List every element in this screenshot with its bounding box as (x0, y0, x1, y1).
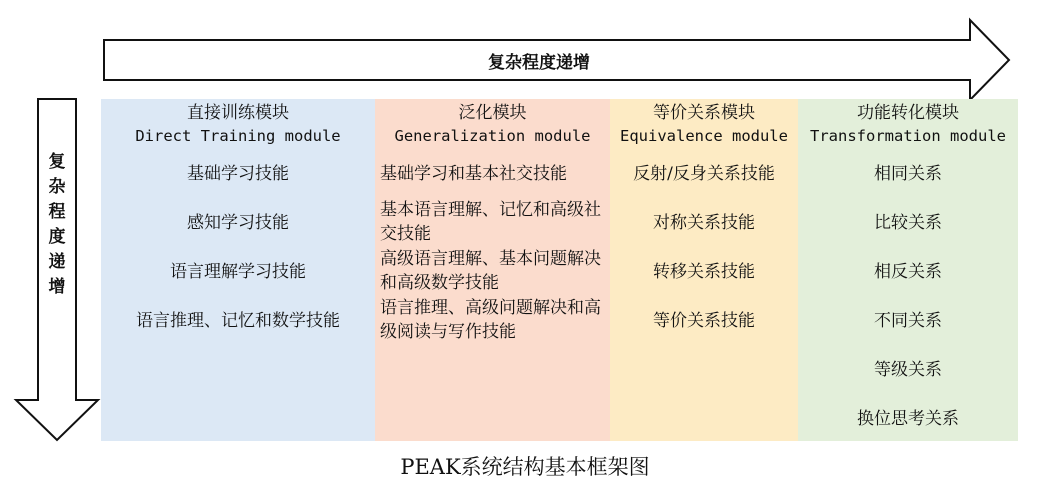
column-title: 功能转化模块 (857, 103, 959, 123)
column-subtitle: Equivalence module (620, 127, 788, 145)
module-item: 相反关系 (874, 262, 942, 282)
module-item: 高级语言理解、基本问题解决和高级数学技能 (380, 249, 601, 293)
figure-caption: PEAK系统结构基本框架图 (400, 455, 650, 479)
vertical-label-char: 递 (48, 252, 66, 272)
vertical-arrow-label (38, 150, 76, 300)
module-item: 基础学习和基本社交技能 (380, 164, 567, 184)
module-item: 对称关系技能 (653, 213, 755, 233)
horizontal-arrow-label: 复杂程度递增 (488, 52, 590, 73)
module-item: 等级关系 (874, 360, 942, 380)
column-title: 直接训练模块 (187, 103, 289, 123)
column-subtitle: Transformation module (810, 127, 1006, 145)
module-item: 相同关系 (874, 164, 942, 184)
column-subtitle: Direct Training module (135, 127, 341, 145)
module-item: 转移关系技能 (653, 262, 755, 282)
module-item: 不同关系 (874, 311, 942, 331)
column-generalization (375, 99, 610, 441)
vertical-label-char: 增 (48, 277, 66, 297)
module-item: 换位思考关系 (857, 409, 959, 429)
column-transformation (798, 99, 1018, 441)
module-item: 语言推理、高级问题解决和高级阅读与写作技能 (380, 298, 601, 342)
module-item: 感知学习技能 (187, 213, 289, 233)
vertical-label-char: 度 (48, 227, 66, 247)
vertical-label-char: 程 (48, 202, 66, 222)
module-item: 语言推理、记忆和数学技能 (136, 311, 340, 331)
module-item: 等价关系技能 (653, 311, 755, 331)
vertical-label-char: 复 (48, 152, 66, 172)
column-title: 泛化模块 (458, 103, 527, 123)
vertical-label-char: 杂 (48, 177, 66, 197)
module-item: 基本语言理解、记忆和高级社交技能 (380, 200, 601, 244)
column-subtitle: Generalization module (394, 127, 591, 145)
column-direct-training (101, 99, 375, 441)
module-item: 比较关系 (874, 213, 942, 233)
column-title: 等价关系模块 (653, 103, 755, 123)
module-item: 基础学习技能 (187, 164, 289, 184)
column-equivalence (610, 99, 798, 441)
module-item: 语言理解学习技能 (170, 262, 306, 282)
module-item: 反射/反身关系技能 (633, 164, 775, 184)
